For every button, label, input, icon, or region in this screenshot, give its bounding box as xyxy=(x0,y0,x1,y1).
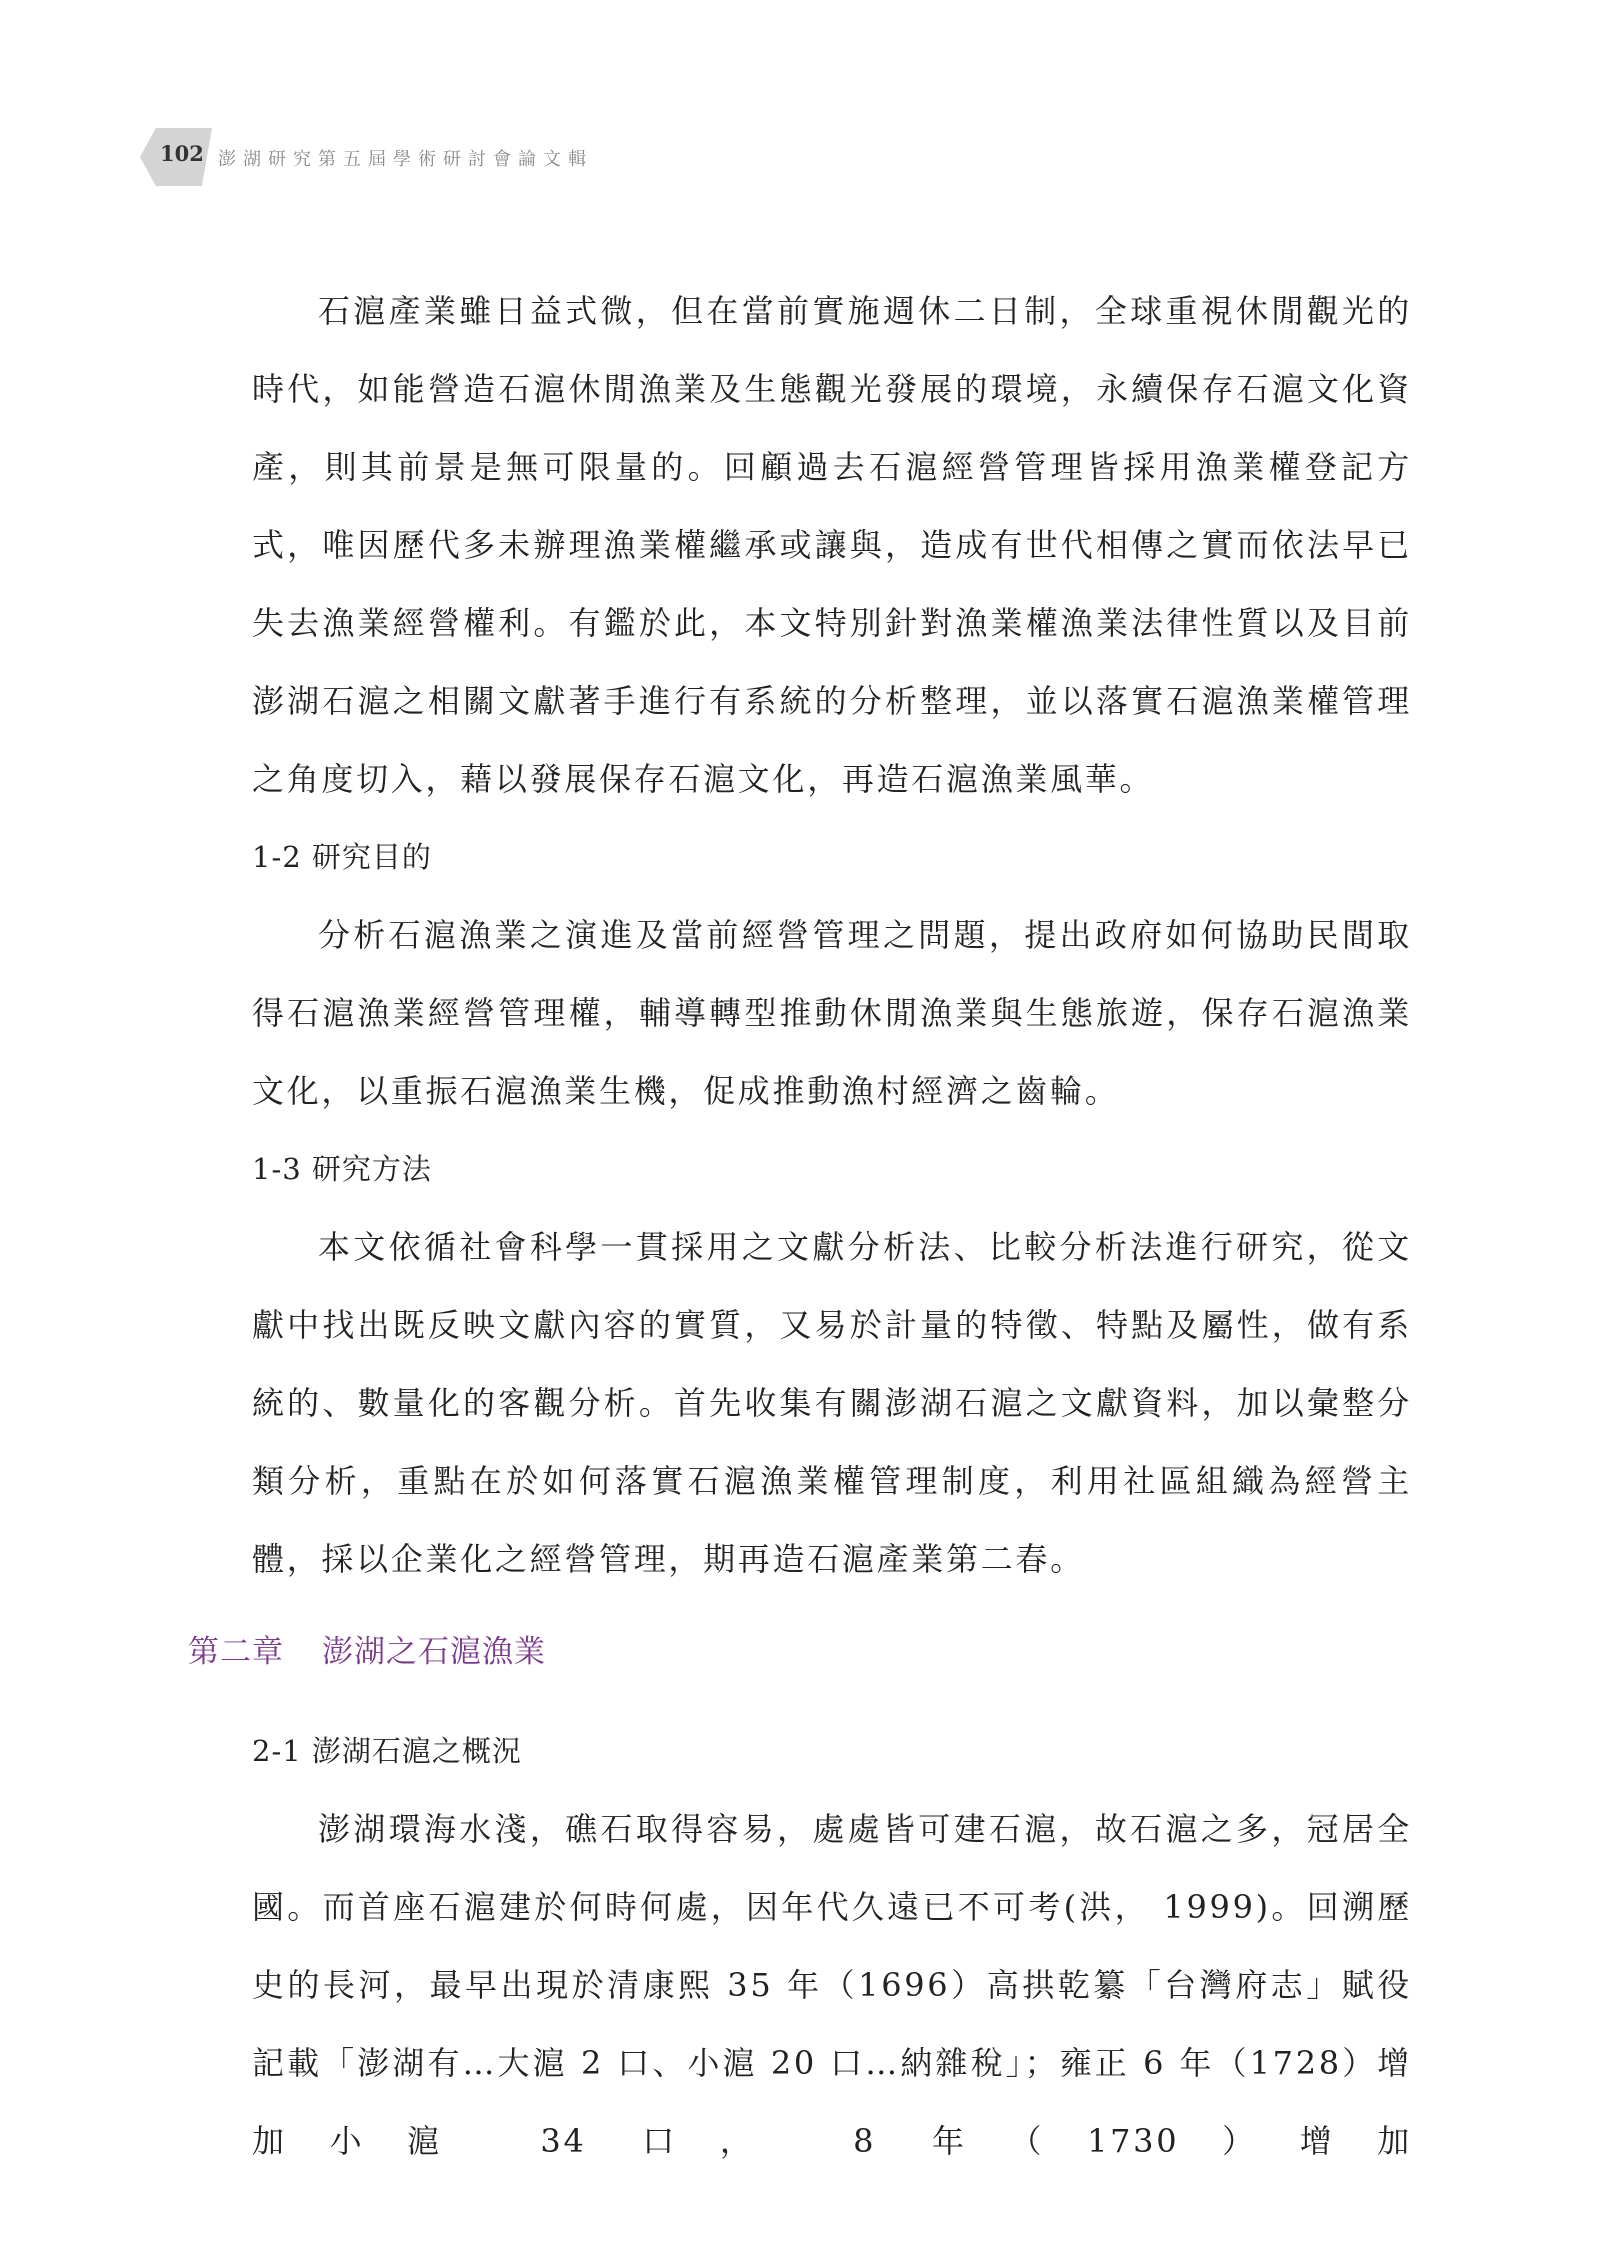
section-heading-1-3: 1-3 研究方法 xyxy=(252,1152,432,1186)
chapter-title: 澎湖之石滬漁業 xyxy=(322,1634,546,1670)
section-heading-2-1: 2-1 澎湖石滬之概況 xyxy=(252,1734,522,1768)
paragraph-background: 石滬產業雖日益式微，但在當前實施週休二日制，全球重視休閒觀光的時代，如能營造石滬休閒漁業及生態觀光發展的環境，永續保存石滬文化資產，則其前景是無可限量的。回顧過去石滬經營管理皆採用漁業權登記方式，唯因歷代多未辦理漁業權繼承或讓與，造成有世代相傳之實而依法早已失去漁業經營權利。有鑑於此，本文特別針對漁業權漁業法律性質以及目前澎湖石滬之相關文獻著手進行有系統的分析整理，並以落實石滬漁業權管理之角度切入，藉以發展保存石滬文化，再造石滬漁業風華。 xyxy=(252,292,1412,798)
page-number: 102 xyxy=(160,141,204,166)
chapter-label: 第二章 xyxy=(188,1634,284,1670)
paragraph-overview: 澎湖環海水淺，礁石取得容易，處處皆可建石滬，故石滬之多，冠居全國。而首座石滬建於何時何處，因年代久遠已不可考(洪， 1999)。回溯歷史的長河，最早出現於清康熙 35 年（1696）高拱乾纂「台灣府志」賦役記載「澎湖有…大滬 2 口、小滬 20 口…納雜稅」；雍正 6 年（1728）增加小滬 34 口， 8 年（1730）增加 xyxy=(252,1810,1412,2160)
section-heading-1-2: 1-2 研究目的 xyxy=(252,840,432,874)
paragraph-research-method: 本文依循社會科學一貫採用之文獻分析法、比較分析法進行研究，從文獻中找出既反映文獻內容的實質，又易於計量的特徵、特點及屬性，做有系統的、數量化的客觀分析。首先收集有關澎湖石滬之文獻資料，加以彙整分類分析，重點在於如何落實石滬漁業權管理制度，利用社區組織為經營主體，採以企業化之經營管理，期再造石滬產業第二春。 xyxy=(252,1228,1412,1578)
paragraph-research-purpose: 分析石滬漁業之演進及當前經營管理之問題，提出政府如何協助民間取得石滬漁業經營管理權，輔導轉型推動休閒漁業與生態旅遊，保存石滬漁業文化，以重振石滬漁業生機，促成推動漁村經濟之齒輪。 xyxy=(252,916,1412,1110)
running-title: 澎湖研究第五屆學術研討會論文輯 xyxy=(218,149,593,170)
chapter-heading xyxy=(188,1622,1412,1682)
page-header xyxy=(0,0,1600,230)
page-body xyxy=(188,272,1412,2180)
